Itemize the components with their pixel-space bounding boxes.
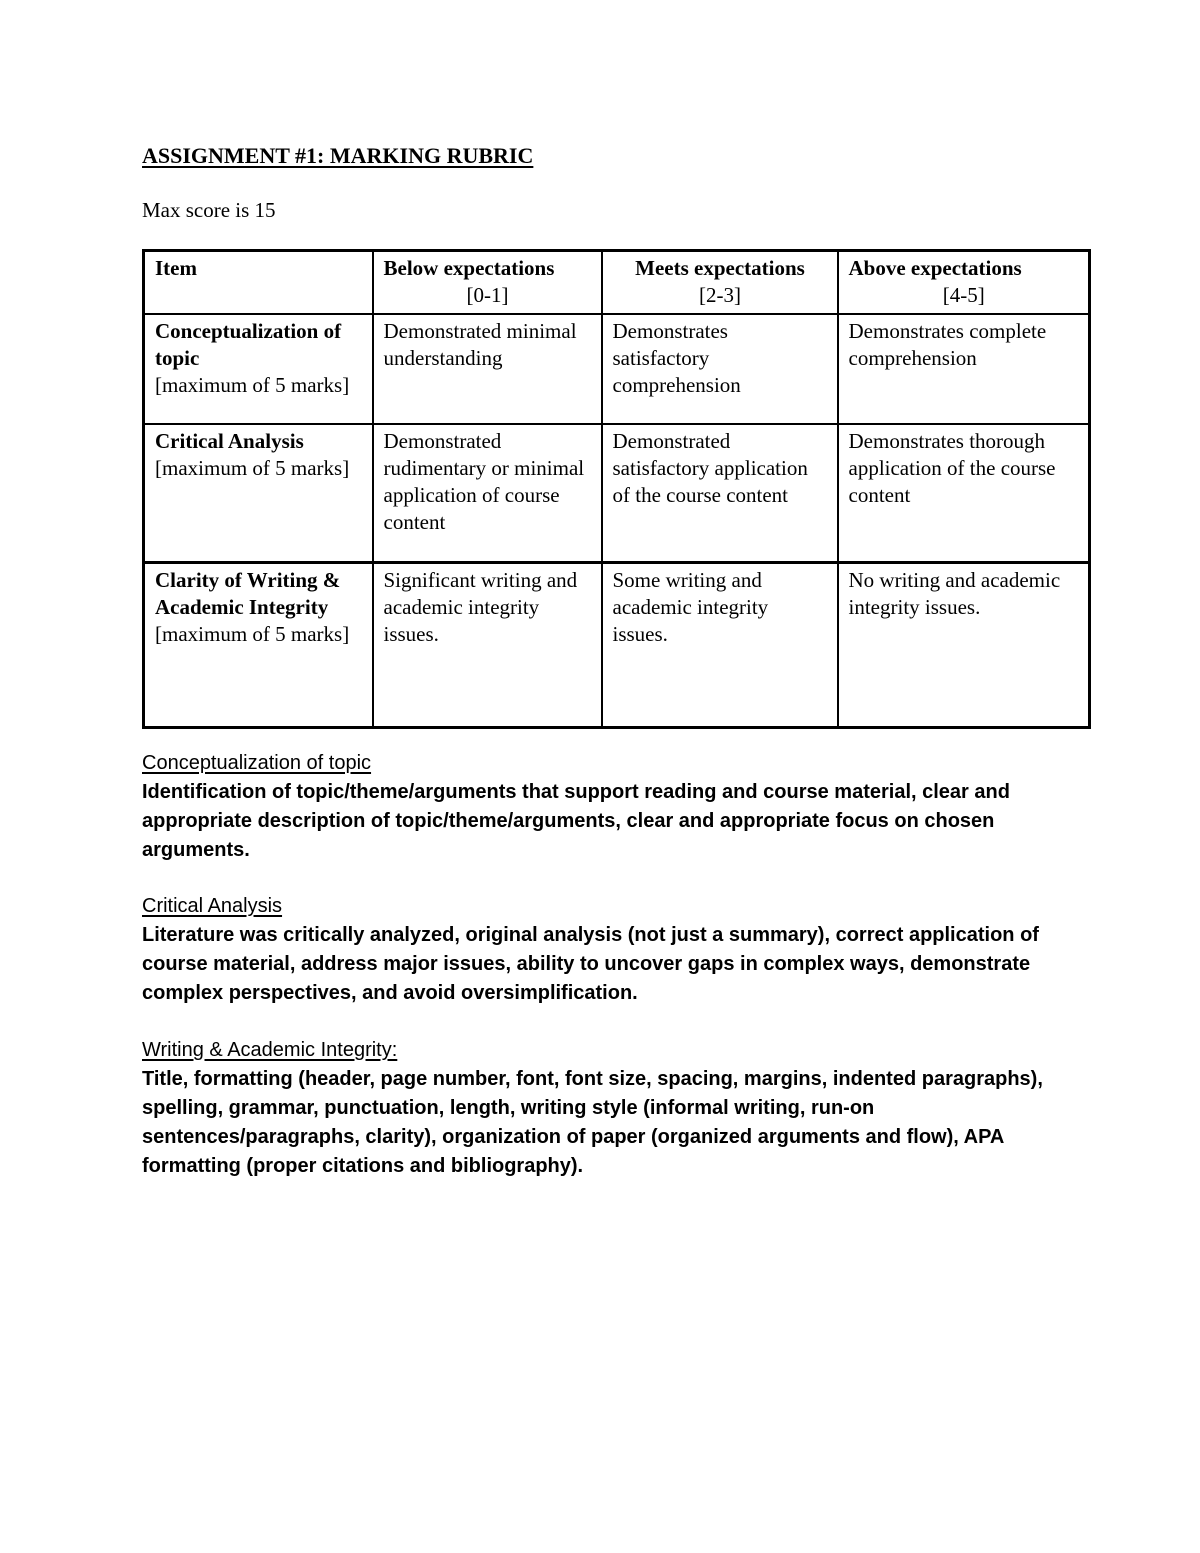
header-meets-cell	[602, 251, 838, 315]
meets-descriptor: Some writing and academic integrity issues.	[602, 562, 838, 727]
above-descriptor: Demonstrates complete comprehension	[838, 314, 1090, 424]
above-descriptor: No writing and academic integrity issues.	[838, 562, 1090, 727]
rubric-table	[142, 249, 1091, 729]
rubric-row-conceptualization	[144, 314, 1090, 424]
header-meets-range: [2-3]	[699, 283, 741, 307]
criterion-name: Critical Analysis	[155, 429, 304, 453]
header-above-cell	[838, 251, 1090, 315]
criterion-max-marks: [maximum of 5 marks]	[155, 456, 350, 480]
max-score-text: Max score is 15	[142, 198, 276, 222]
header-above-title: Above expectations	[848, 256, 1022, 280]
criterion-max-marks: [maximum of 5 marks]	[155, 621, 350, 646]
section-body: Identification of topic/theme/arguments that support reading and course material, clear and appropriate description of topic/theme/arguments, clear and appropriate focus on chosen arguments.	[142, 781, 1010, 861]
header-meets-title: Meets expectations	[635, 256, 805, 280]
header-below-range: [0-1]	[466, 283, 509, 307]
rubric-row-critical-analysis	[144, 424, 1090, 562]
section-conceptualization	[142, 749, 1062, 865]
criterion-name: Conceptualization of topic	[155, 319, 342, 370]
section-heading: Critical Analysis	[142, 895, 283, 917]
section-body: Title, formatting (header, page number, font, font size, spacing, margins, indented paragraphs), spelling, grammar, punctuation, length, writing style (informal writing, run-on sentences/paragraphs, clarity), organization of paper (organized arguments and flow), APA formatting (proper citations and bibliography).	[142, 1068, 1043, 1177]
section-heading: Writing & Academic Integrity:	[142, 1039, 398, 1061]
section-heading: Conceptualization of topic	[142, 752, 372, 774]
header-item-label: Item	[155, 256, 197, 280]
below-descriptor: Demonstrated minimal understanding	[373, 314, 602, 424]
page-title: ASSIGNMENT #1: MARKING RUBRIC	[142, 143, 534, 168]
section-writing-integrity	[142, 1036, 1062, 1181]
below-descriptor: Significant writing and academic integrity issues.	[373, 562, 602, 727]
criterion-cell	[144, 314, 373, 424]
header-below-cell	[373, 251, 602, 315]
meets-descriptor: Demonstrated satisfactory application of the course content	[602, 424, 838, 562]
header-above-range: [4-5]	[942, 283, 985, 307]
header-below-title: Below expectations	[383, 256, 555, 280]
section-body: Literature was critically analyzed, original analysis (not just a summary), correct application of course material, address major issues, ability to uncover gaps in complex ways, demonstrate complex perspectives, and avoid oversimplification.	[142, 924, 1039, 1004]
criterion-cell	[144, 562, 373, 727]
rubric-header-row	[144, 251, 1090, 315]
header-item-cell	[144, 251, 373, 315]
rubric-row-clarity-writing	[144, 562, 1090, 727]
criterion-cell	[144, 424, 373, 562]
criterion-max-marks: [maximum of 5 marks]	[155, 373, 350, 397]
meets-descriptor: Demonstrates satisfactory comprehension	[602, 314, 838, 424]
section-critical-analysis	[142, 892, 1062, 1008]
criterion-name: Clarity of Writing & Academic Integrity	[155, 567, 341, 619]
below-descriptor: Demonstrated rudimentary or minimal application of course content	[373, 424, 602, 562]
above-descriptor: Demonstrates thorough application of the course content	[838, 424, 1090, 562]
